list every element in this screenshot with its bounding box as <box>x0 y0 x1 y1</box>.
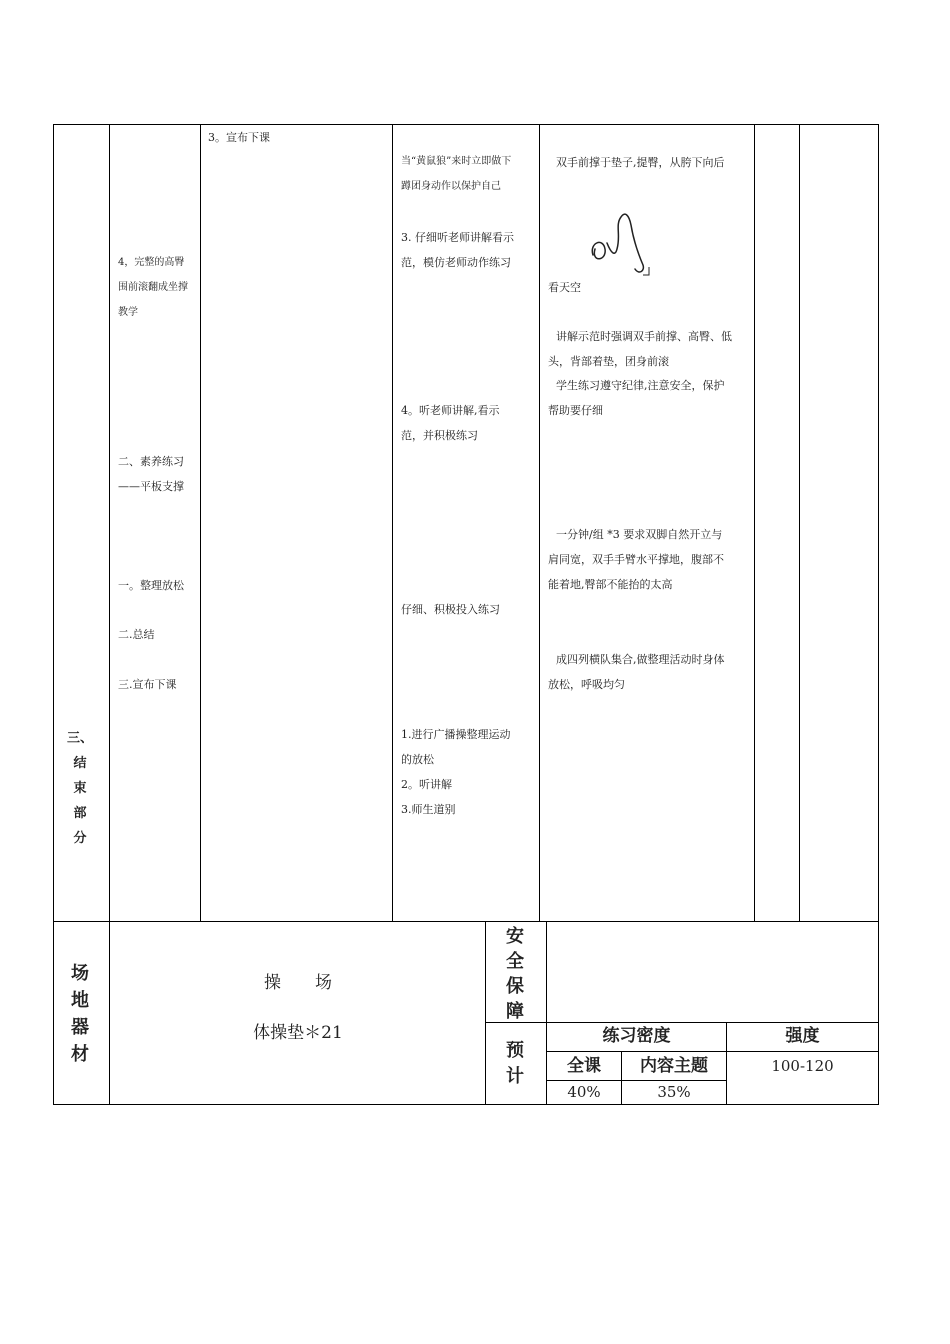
table-top-border <box>53 124 879 125</box>
col-divider-5 <box>754 124 755 921</box>
student-end-steps: 1.进行广播操整理运动 的放松 2。听讲解 3.师生道别 <box>401 728 511 816</box>
col-divider-3 <box>392 124 393 921</box>
col-divider-4 <box>539 124 540 921</box>
whole-class-header: 全课 <box>567 1056 601 1076</box>
estimate-label: 预 计 <box>506 1040 524 1087</box>
content-item-4: 4，完整的高臀 围前滚翻成坐撑 教学 <box>118 257 188 318</box>
table-right-border <box>878 124 879 1105</box>
main-content-value: 35% <box>657 1083 691 1101</box>
section-label-line: 部 <box>73 806 87 821</box>
main-content-header: 内容主题 <box>640 1056 708 1076</box>
org-safety-note: 学生练习遵守纪律,注意安全，保护 帮助要仔细 <box>548 379 725 417</box>
table-bottom-border <box>53 1104 879 1105</box>
content-literacy-practice: 二、素养练习 ——平板支撑 <box>118 455 184 493</box>
roll-sketch-stroke <box>592 214 643 272</box>
intensity-header: 强度 <box>785 1026 820 1046</box>
roll-sketch-drawing <box>585 205 665 280</box>
whole-class-value: 40% <box>567 1083 601 1101</box>
section-label-line: 三、 <box>66 731 93 746</box>
section-label <box>60 726 100 851</box>
section-label-line: 结 <box>73 756 87 771</box>
section-label-line: 分 <box>73 831 87 846</box>
venue-equipment: 体操垫＊21 <box>253 1023 343 1043</box>
intensity-value: 100-120 <box>771 1057 834 1075</box>
org-line-up: 成四列横队集合,做整理活动时身体 放松，呼吸均匀 <box>548 653 725 691</box>
org-hands-forward: 双手前撑于垫子,提臀，从胯下向后 <box>556 156 725 169</box>
section-label-line: 束 <box>73 781 87 796</box>
col-divider-2 <box>200 124 201 921</box>
bottom-divider-a <box>485 921 486 1104</box>
table-mid-border <box>53 921 879 922</box>
density-header: 练习密度 <box>602 1026 671 1046</box>
student-listen-4: 4。听老师讲解,看示 范，并积极练习 <box>401 404 500 442</box>
safety-label: 安 全 保 障 <box>506 926 524 1022</box>
student-listen-3: 3. 仔细听老师讲解看示 范，模仿老师动作练习 <box>401 231 514 269</box>
col-divider-1 <box>109 124 110 1105</box>
teacher-announce-dismiss: 3。宣布下课 <box>208 131 270 144</box>
venue-field: 操 场 <box>264 973 332 993</box>
content-end-item-dismiss: 三.宣布下课 <box>118 678 177 691</box>
student-wolf-game: 当“黄鼠狼”来时立即做下 蹲团身动作以保护自己 <box>401 156 512 192</box>
venue-equipment-label: 场 地 器 材 <box>71 963 89 1065</box>
table-left-border <box>53 124 54 1105</box>
col-divider-6 <box>799 124 800 921</box>
org-explain-emphasis: 讲解示范时强调双手前撑、高臀、低 头，背部着垫，团身前滚 <box>548 330 732 368</box>
content-end-item-relax: 一。整理放松 <box>118 579 184 592</box>
org-plank-requirements: 一分钟/组 *3 要求双脚自然开立与 肩同宽，双手手臂水平撑地，腹部不 能着地,臀部不能抬的太高 <box>548 528 724 591</box>
content-end-item-summary: 二.总结 <box>118 628 155 641</box>
org-look-sky: 看天空 <box>548 281 581 294</box>
student-practice: 仔细、积极投入练习 <box>401 603 500 616</box>
